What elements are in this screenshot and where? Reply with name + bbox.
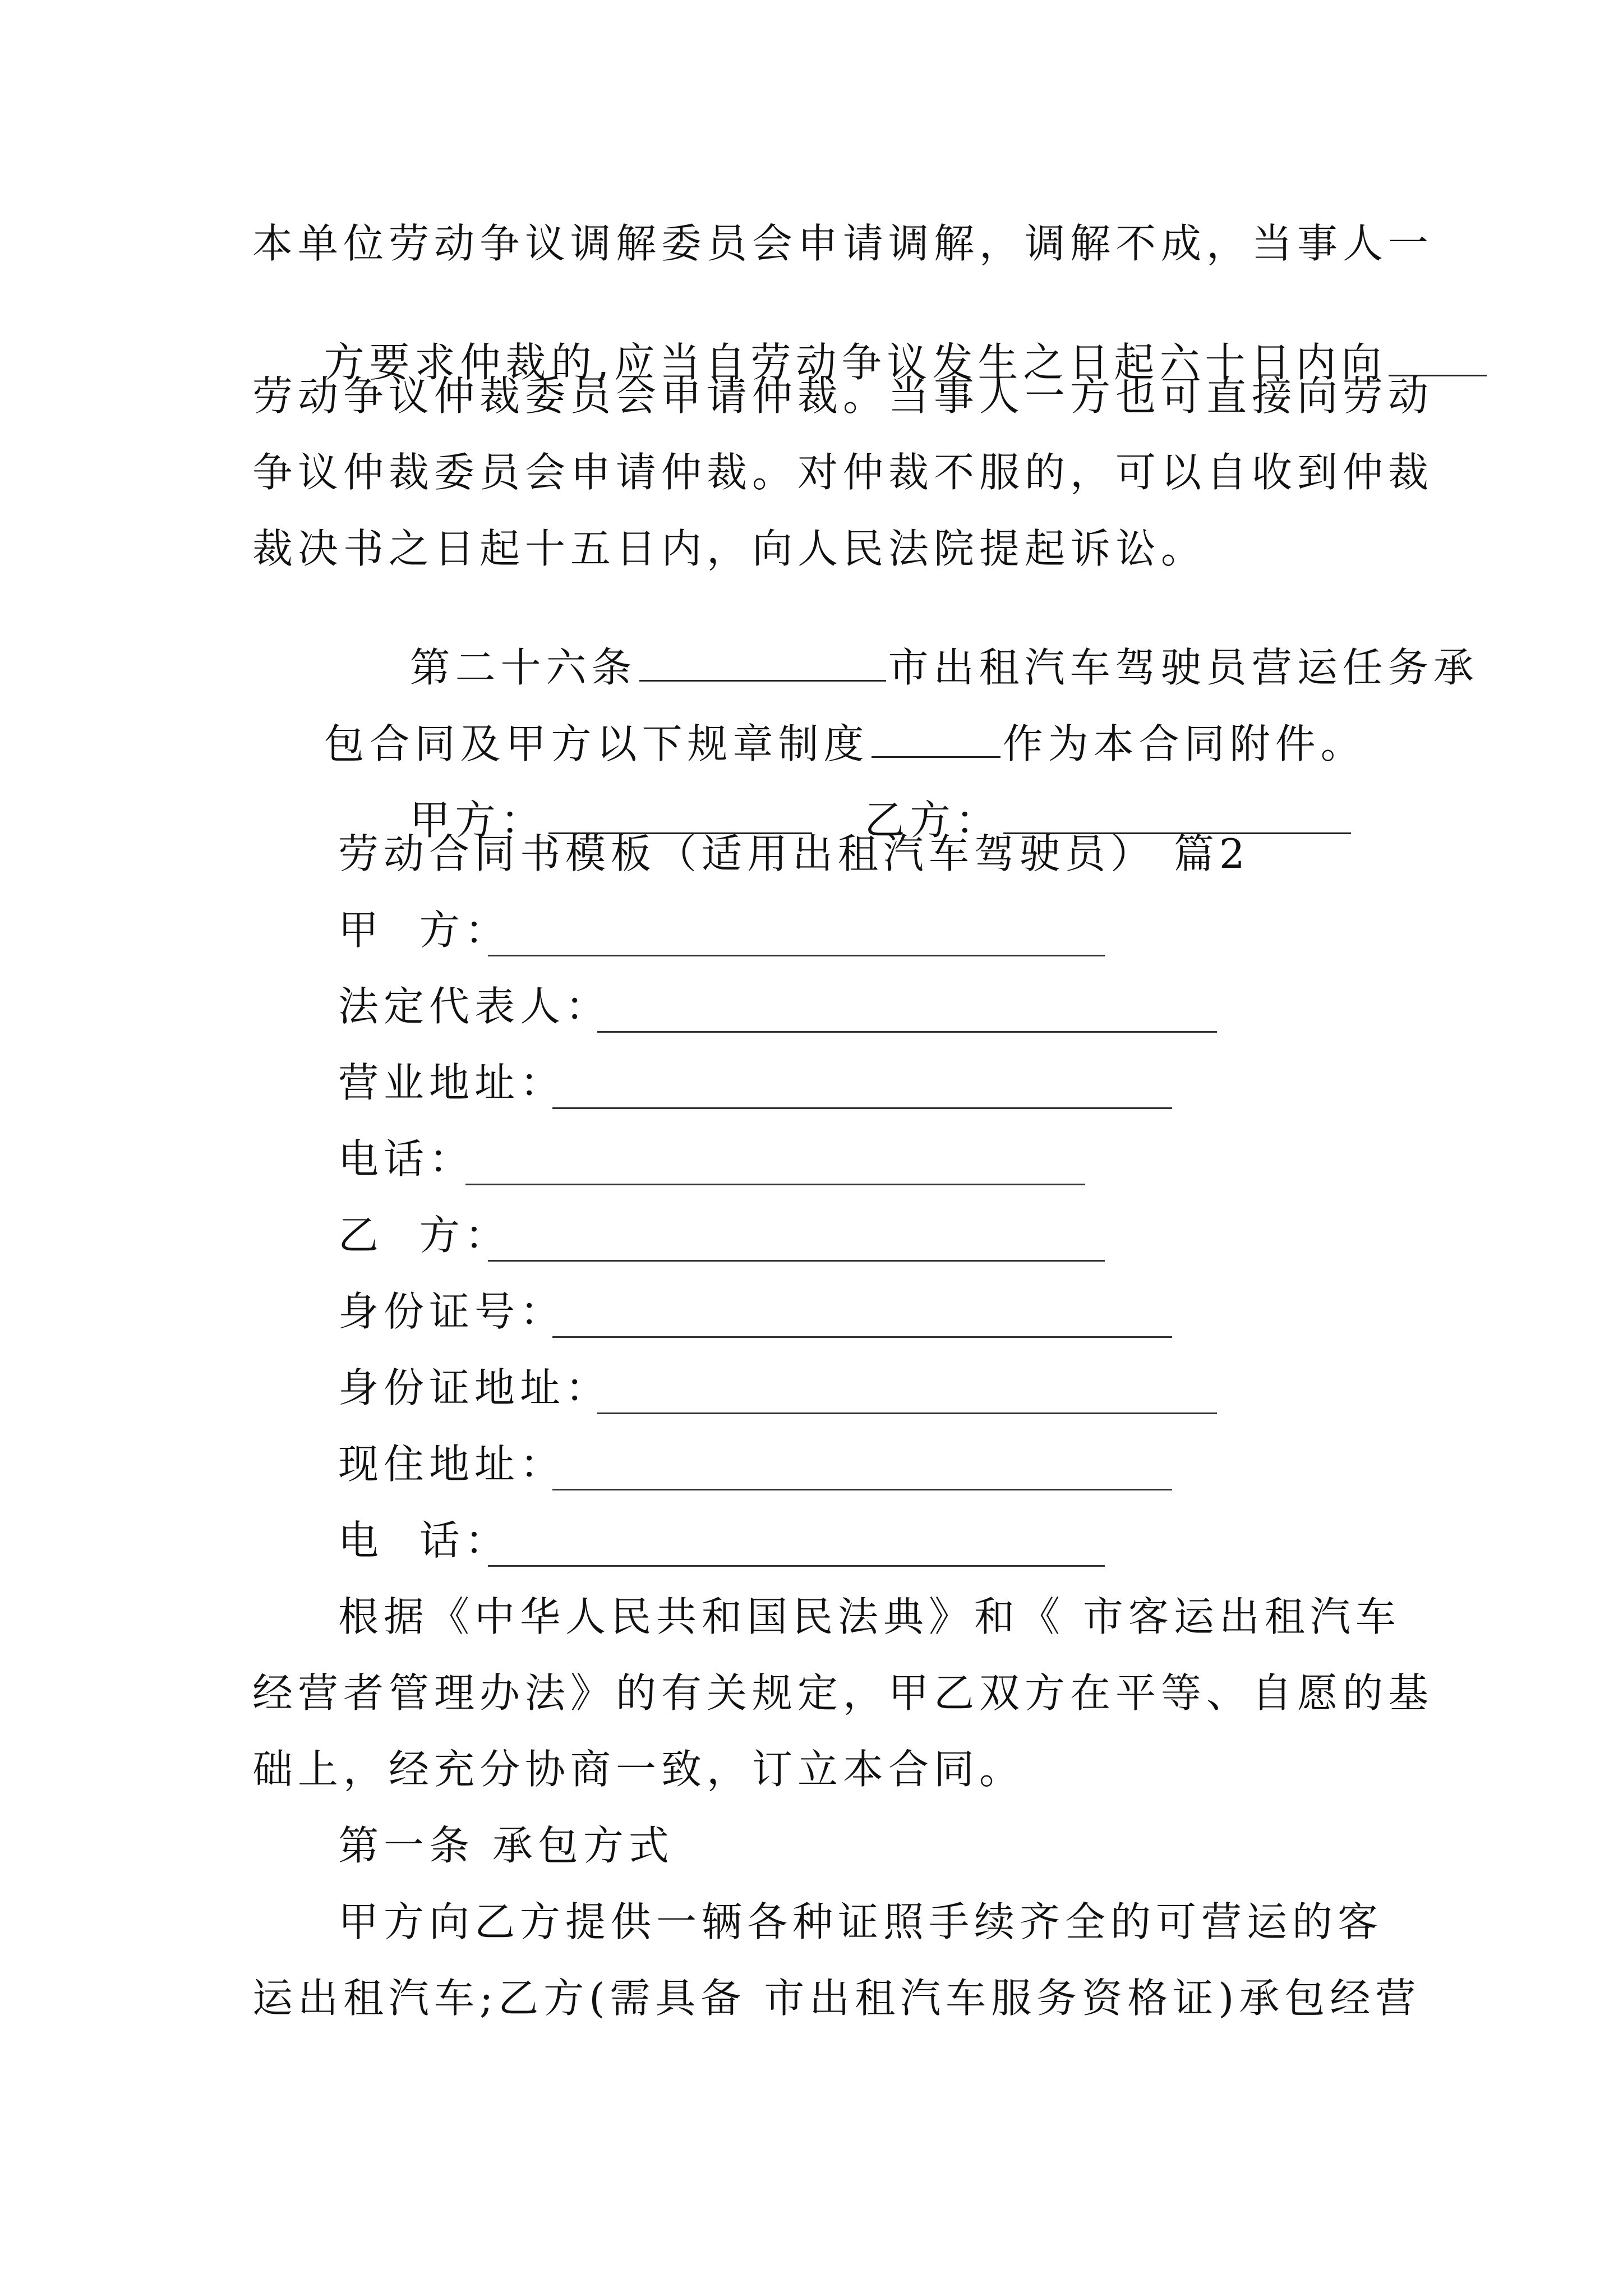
field-label-phone: 电话： <box>338 1135 475 1182</box>
article-heading: 第一条 承包方式 <box>338 1822 674 1869</box>
field-underline <box>488 955 1105 956</box>
party-b-label: 乙方： <box>864 797 1001 844</box>
field-underline <box>597 1412 1217 1414</box>
fill-in-blank <box>1389 340 1487 376</box>
field-underline <box>552 1107 1172 1109</box>
section-heading: 劳动合同书模板（适用出租汽车驾驶员） 篇2 <box>338 830 1250 877</box>
body-line: 甲方向乙方提供一辆各种证照手续齐全的可营运的客 <box>338 1898 1384 1945</box>
paragraph-line: 争议仲裁委员会申请仲裁。对仲裁不服的，可以自收到仲裁 <box>252 449 1434 496</box>
field-underline <box>465 1184 1085 1185</box>
field-label-id-number: 身份证号： <box>338 1288 566 1335</box>
field-underline <box>488 1565 1105 1567</box>
fill-in-blank <box>639 645 886 682</box>
body-line: 础上，经充分协商一致，订立本合同。 <box>252 1746 1025 1793</box>
body-line: 经营者管理办法》的有关规定，甲乙双方在平等、自愿的基 <box>252 1669 1434 1717</box>
field-label-party-b: 乙 方： <box>338 1212 510 1259</box>
party-b-blank <box>1003 798 1351 834</box>
field-underline <box>597 1031 1217 1033</box>
body-line: 运出租汽车;乙方(需具备 市出租汽车服务资格证)承包经营 <box>252 1975 1421 2022</box>
field-label-current-address: 现住地址： <box>338 1441 566 1488</box>
article-text: 包合同及甲方以下规章制度 <box>324 720 869 767</box>
field-label-legal-rep: 法定代表人： <box>338 983 611 1030</box>
field-label-phone-b: 电 话： <box>338 1517 510 1564</box>
field-underline <box>552 1336 1172 1338</box>
field-label-business-address: 营业地址： <box>338 1059 566 1106</box>
party-a-blank <box>548 798 812 834</box>
paragraph-text: 方要求仲裁的,应当自劳动争议发生之日起六十日内向 <box>324 339 1387 386</box>
field-underline <box>552 1489 1172 1490</box>
field-label-party-a: 甲 方： <box>338 907 510 954</box>
article-text: 作为本合同附件。 <box>1002 720 1366 767</box>
paragraph-line: 劳动争议仲裁委员会申请仲裁。当事人一方也可直接向劳动 <box>252 372 1434 420</box>
fill-in-blank <box>872 721 1000 758</box>
party-a-label: 甲方： <box>409 797 546 844</box>
body-line: 根据《中华人民共和国民法典》和《 市客运出租汽车 <box>338 1593 1401 1640</box>
field-label-id-address: 身份证地址： <box>338 1364 611 1411</box>
paragraph-line: 本单位劳动争议调解委员会申请调解，调解不成，当事人一 <box>252 220 1434 267</box>
field-underline <box>488 1260 1105 1262</box>
article-text: 第二十六条 <box>409 644 637 691</box>
paragraph-line: 裁决书之日起十五日内，向人民法院提起诉讼。 <box>252 525 1207 572</box>
article-text: 市出租汽车驾驶员营运任务承 <box>888 644 1479 691</box>
